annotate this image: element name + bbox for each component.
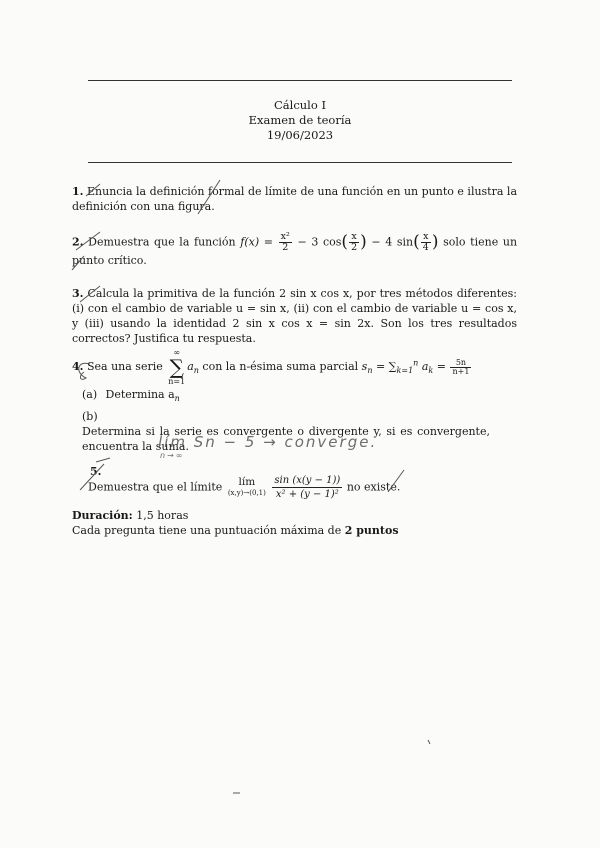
question-3-text: Calcula la primitiva de la función 2 sin x cos x, por tres métodos diferentes: (i) con el cambio de variable u = sin x, (ii) con el cambio de variable u = cos x, y (iii) usando la identidad 2 sin x cos x = sin 2x. Son los tres resultados correctos? Justifica tu respuesta.: [72, 287, 517, 345]
question-2: 2. Demuestra que la función f(x) = $\frac{\text{x²}}{2}$ − 3 cos( $\frac{x}{2}$ ) − 4 sin( $\frac{x}{4}$ ) solo tiene un punto crítico.: [72, 231, 518, 267]
series-sum-symbol: ∞ ∑ n=1: [168, 348, 186, 386]
points-value: 2 puntos: [344, 524, 399, 537]
question-2-function: f(x) =: [240, 235, 274, 249]
formula-frac-x-over-2: $\frac{x}{2}$: [351, 231, 358, 253]
formula-frac-5n-over-n1: $\frac{5n}{n+1}$: [452, 357, 470, 376]
check-mark-q2-b: [72, 256, 84, 270]
question-2-pre: Demuestra que la función: [88, 235, 236, 249]
check-mark-q3: [80, 286, 100, 302]
limit-denominator: x² + (y − 1)²: [275, 489, 339, 500]
question-2-number: 2.: [72, 235, 84, 249]
question-5-number: 5.: [90, 465, 102, 478]
question-4b-label: (b): [82, 410, 98, 423]
check-mark-q5-right: [388, 470, 404, 492]
limit-numerator: sin (x(y − 1)): [274, 475, 341, 486]
check-mark-q1: [86, 184, 100, 196]
question-1-number: 1.: [72, 185, 84, 198]
circle-mark-q4: [79, 363, 90, 379]
check-mark-q2: [76, 232, 100, 250]
question-5-pre: Demuestra que el límite: [88, 480, 223, 494]
duration-value: 1,5 horas: [136, 509, 189, 522]
question-4a-label: (a): [82, 388, 98, 401]
exam-date: 19/06/2023: [266, 128, 334, 142]
limit-subscript: (x,y)→(0,1): [227, 488, 266, 497]
question-4-number: 4.: [72, 360, 84, 373]
handwritten-answer-subscript: n→∞: [160, 451, 185, 460]
formula-frac-x-over-4: $\frac{x}{4}$: [422, 231, 429, 253]
question-3-number: 3.: [72, 287, 84, 300]
formula-frac-x2-over-2: $\frac{\text{x²}}{2}$: [280, 231, 290, 253]
check-mark-q1-b: [198, 180, 220, 214]
handwritten-answer: lím Sn − 5 → converge.: [158, 433, 378, 451]
question-2-post: solo tiene un punto crítico.: [72, 235, 518, 267]
question-1-text: Enuncia la definición formal de límite de una función en un punto e ilustra la definición con una figura.: [72, 185, 518, 213]
check-mark-q5: [80, 464, 104, 490]
exam-title: Examen de teoría: [248, 113, 352, 127]
question-4a-text: Determina a: [105, 388, 175, 401]
question-4b-text: Determina si la serie es convergente o divergente y, si es convergente, encuentra la suma.: [82, 425, 490, 453]
limit-word: lím: [238, 475, 256, 488]
course-title: Cálculo I: [274, 98, 326, 112]
question-4a: (a) Determina $a_n$: [82, 388, 180, 404]
question-4-pre: Sea una serie: [86, 360, 163, 373]
tick-mark-q5: [96, 458, 110, 462]
question-4-mid: con la n-ésima suma parcial: [202, 360, 359, 373]
duration-label: Duración:: [72, 509, 133, 522]
points-text: Cada pregunta tiene una puntuación máxima de: [72, 524, 342, 537]
question-4: 4. Sea una serie ∞ ∑ $n=1a_n$ con la n-ésima suma parcial $s_n = \sum_{k=1}^n$ $a_k$ = $\frac{5n}{n+1}$: [72, 348, 470, 386]
question-5-post: no existe.: [346, 480, 401, 494]
pen-dot-1: [428, 740, 430, 744]
